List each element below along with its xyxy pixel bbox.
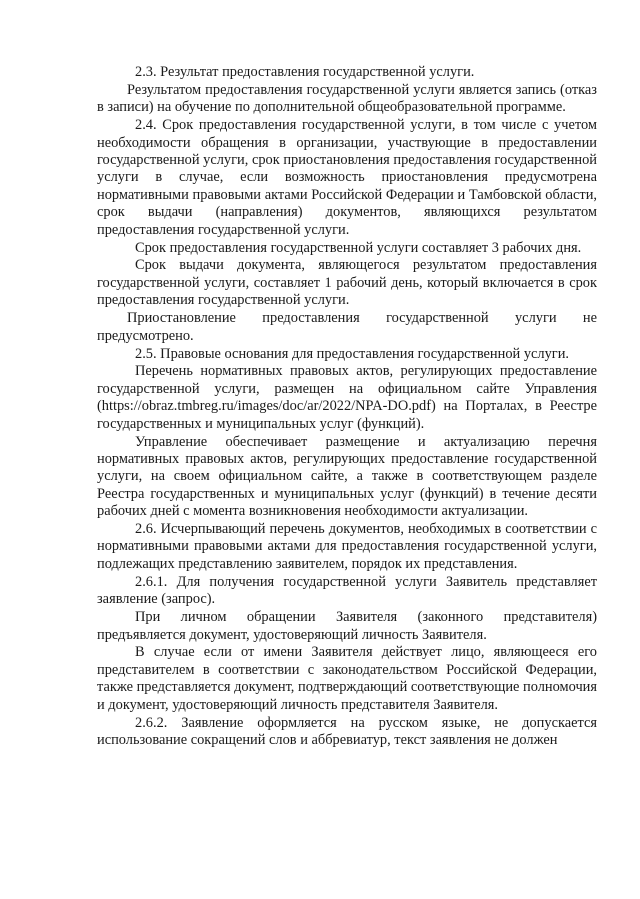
paragraph-representative: В случае если от имени Заявителя действует лицо, являющееся его представителем в соответствии с законодательством Российской Федерации, также представляется документ, подтверждающий соответствующие полномочия и документ, удостоверяющий личность представителя Заявителя.	[97, 644, 598, 713]
paragraph-service-term: Срок предоставления государственной услуги составляет 3 рабочих дня.	[135, 239, 582, 256]
document-body	[97, 64, 597, 750]
section-2-6-2: 2.6.2. Заявление оформляется на русском языке, не допускается использование сокращений слов и аббревиатур, текст заявления не должен	[97, 714, 597, 748]
paragraph-issue-term: Срок выдачи документа, являющегося результатом предоставления государственной услуги, составляет 1 рабочий день, который включается в срок предоставления государственной услуги.	[97, 257, 597, 309]
section-2-3-heading: 2.3. Результат предоставления государственной услуги.	[135, 64, 475, 80]
section-2-6-1: 2.6.1. Для получения государственной услуги Заявитель представляет заявление (запрос).	[97, 573, 597, 608]
section-2-6-heading: 2.6. Исчерпывающий перечень документов, необходимых в соответствии с нормативными правовыми актами для предоставления государственной услуги, подлежащих представлению заявителем, порядок их представления.	[97, 521, 597, 572]
paragraph-personal-request: При личном обращении Заявителя (законного представителя) предъявляется документ, удостоверяющий личность Заявителя.	[97, 609, 597, 643]
paragraph-result: Результатом предоставления государственной услуги является запись (отказ в записи) на обучение по дополнительной общеобразовательной программе.	[97, 81, 597, 116]
section-2-4-heading: 2.4. Срок предоставления государственной услуги, в том числе с учетом необходимости обращения в организации, участвующие в предоставлении государственной услуги, срок приостановления предоставления государственной услуги в случае, если возможность приостановления предусмотрена нормативными правовыми актами Российской Федерации и Тамбовской области, срок выдачи (направления) документов, являющихся результатом предоставления государственной услуги.	[97, 117, 597, 238]
paragraph-legal-acts-list: Перечень нормативных правовых актов, регулирующих предоставление государственной услуги, размещен на официальном сайте Управления (https://obraz.tmbreg.ru/images/doc/ar/2022/NPA-DO.pdf) на Порталах, в Реестре государственных и муниципальных услуг (функций).	[97, 363, 597, 432]
paragraph-actualization: Управление обеспечивает размещение и актуализацию перечня нормативных правовых актов, регулирующих предоставление государственной услуги, на своем официальном сайте, а также в соответствующем разделе Реестра государственных и муниципальных услуг (функций) в течение десяти рабочих дней с момента возникновения необходимости актуализации.	[97, 433, 597, 520]
paragraph-suspension: Приостановление предоставления государственной услуги не предусмотрено.	[97, 310, 597, 344]
section-2-5-heading: 2.5. Правовые основания для предоставления государственной услуги.	[135, 345, 569, 362]
